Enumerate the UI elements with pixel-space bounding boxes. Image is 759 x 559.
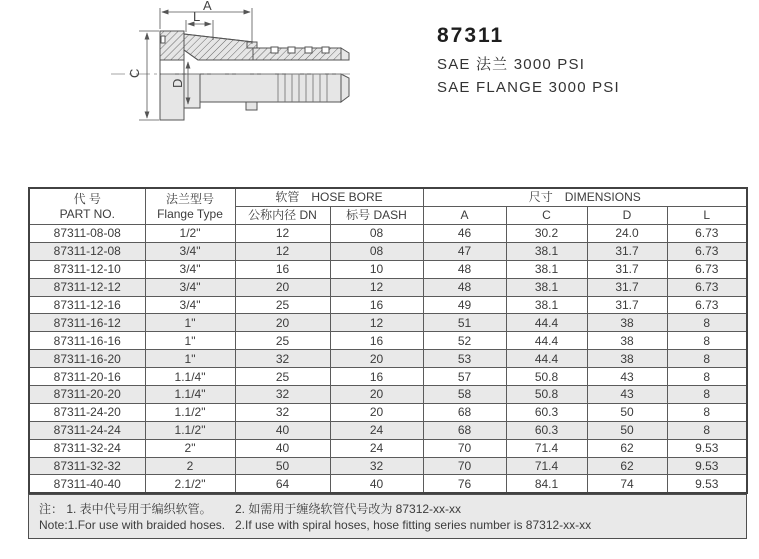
cell-dim-a: 48 <box>423 260 506 278</box>
cell-dash: 08 <box>330 242 423 260</box>
cell-dim-d: 74 <box>587 475 667 493</box>
cell-flange-type: 1" <box>145 314 235 332</box>
dimension-c <box>139 31 159 120</box>
cell-dn: 40 <box>235 421 330 439</box>
cell-dim-a: 52 <box>423 332 506 350</box>
title-block <box>437 24 620 96</box>
cell-dim-a: 46 <box>423 225 506 243</box>
cell-part-no: 87311-12-16 <box>29 296 145 314</box>
dim-label-d: D <box>170 78 185 88</box>
cell-dim-c: 38.1 <box>506 242 587 260</box>
cell-dim-d: 38 <box>587 332 667 350</box>
cell-dim-c: 50.8 <box>506 386 587 404</box>
cell-dim-d: 62 <box>587 439 667 457</box>
cell-dim-d: 43 <box>587 368 667 386</box>
cell-dash: 32 <box>330 457 423 475</box>
product-code: 87311 <box>437 24 505 47</box>
cell-dim-d: 24.0 <box>587 225 667 243</box>
cell-dim-a: 68 <box>423 403 506 421</box>
cell-dim-a: 70 <box>423 439 506 457</box>
cell-dn: 32 <box>235 350 330 368</box>
cell-part-no: 87311-12-12 <box>29 278 145 296</box>
cell-part-no: 87311-32-32 <box>29 457 145 475</box>
subtitle-cn: SAE 法兰 3000 PSI <box>437 56 586 73</box>
note-line-en <box>39 517 746 533</box>
cell-flange-type: 1/2" <box>145 225 235 243</box>
col-header-a: A <box>423 207 506 225</box>
cell-dim-l: 8 <box>667 332 747 350</box>
note-en-2: 2.If use with spiral hoses, hose fitting series number is 87312-xx-xx <box>235 518 592 532</box>
note-en-1: Note:1.For use with braided hoses. <box>39 518 226 532</box>
cell-dim-c: 38.1 <box>506 260 587 278</box>
cell-dn: 12 <box>235 225 330 243</box>
table-row <box>29 386 747 404</box>
cell-dim-a: 47 <box>423 242 506 260</box>
cell-dim-d: 50 <box>587 421 667 439</box>
group-header-dimensions: 尺寸 DIMENSIONS <box>423 188 747 207</box>
cell-dash: 08 <box>330 225 423 243</box>
table-row <box>29 350 747 368</box>
cell-dim-a: 53 <box>423 350 506 368</box>
cell-flange-type: 3/4" <box>145 278 235 296</box>
col-header-flange-type-en: Flange Type <box>157 206 223 221</box>
cell-dim-l: 9.53 <box>667 439 747 457</box>
spec-table <box>28 187 748 494</box>
cell-dn: 12 <box>235 242 330 260</box>
cell-dn: 32 <box>235 386 330 404</box>
cell-dim-d: 43 <box>587 386 667 404</box>
dim-label-l: L <box>193 9 201 24</box>
col-header-dash: 标号 DASH <box>330 207 423 225</box>
cell-dim-l: 8 <box>667 368 747 386</box>
cell-dim-c: 30.2 <box>506 225 587 243</box>
cell-dim-a: 49 <box>423 296 506 314</box>
col-header-flange-type-cn: 法兰型号 <box>165 191 214 206</box>
table-row <box>29 314 747 332</box>
table-row <box>29 296 747 314</box>
cell-flange-type: 2" <box>145 439 235 457</box>
cell-dn: 20 <box>235 278 330 296</box>
cell-part-no: 87311-12-08 <box>29 242 145 260</box>
table-row <box>29 242 747 260</box>
cell-part-no: 87311-32-24 <box>29 439 145 457</box>
cell-dim-d: 38 <box>587 314 667 332</box>
cell-dim-l: 8 <box>667 403 747 421</box>
cell-dn: 50 <box>235 457 330 475</box>
cell-dn: 40 <box>235 439 330 457</box>
col-header-c: C <box>506 207 587 225</box>
cell-part-no: 87311-20-16 <box>29 368 145 386</box>
cell-dn: 25 <box>235 332 330 350</box>
technical-drawing <box>103 0 358 132</box>
cell-part-no: 87311-24-24 <box>29 421 145 439</box>
cell-flange-type: 1.1/4" <box>145 386 235 404</box>
cell-dim-c: 44.4 <box>506 332 587 350</box>
cell-dn: 25 <box>235 296 330 314</box>
cell-dim-c: 50.8 <box>506 368 587 386</box>
col-header-l: L <box>667 207 747 225</box>
cell-dash: 12 <box>330 278 423 296</box>
cell-dim-a: 58 <box>423 386 506 404</box>
cell-dim-c: 44.4 <box>506 350 587 368</box>
cell-dim-l: 6.73 <box>667 278 747 296</box>
cell-flange-type: 3/4" <box>145 242 235 260</box>
cell-dim-d: 31.7 <box>587 278 667 296</box>
table-row <box>29 457 747 475</box>
cell-dim-l: 8 <box>667 350 747 368</box>
cell-flange-type: 1" <box>145 332 235 350</box>
cell-dim-d: 31.7 <box>587 260 667 278</box>
cell-flange-type: 3/4" <box>145 296 235 314</box>
cell-dash: 24 <box>330 421 423 439</box>
cell-part-no: 87311-08-08 <box>29 225 145 243</box>
cell-part-no: 87311-20-20 <box>29 386 145 404</box>
table-row <box>29 332 747 350</box>
cell-dash: 24 <box>330 439 423 457</box>
cell-dn: 32 <box>235 403 330 421</box>
table-row <box>29 439 747 457</box>
cell-part-no: 87311-24-20 <box>29 403 145 421</box>
cell-dim-l: 6.73 <box>667 225 747 243</box>
subtitle-en: SAE FLANGE 3000 PSI <box>437 79 620 96</box>
cell-dim-l: 6.73 <box>667 296 747 314</box>
cell-dim-c: 84.1 <box>506 475 587 493</box>
col-header-part-no <box>29 188 145 225</box>
dim-label-c: C <box>127 68 142 78</box>
cell-dim-c: 38.1 <box>506 278 587 296</box>
cell-dim-d: 31.7 <box>587 296 667 314</box>
notes-box <box>28 494 747 539</box>
cell-dim-c: 71.4 <box>506 457 587 475</box>
cell-dn: 64 <box>235 475 330 493</box>
cell-flange-type: 1.1/2" <box>145 403 235 421</box>
cell-dash: 12 <box>330 314 423 332</box>
cell-dim-l: 9.53 <box>667 475 747 493</box>
cell-flange-type: 1" <box>145 350 235 368</box>
cell-part-no: 87311-16-12 <box>29 314 145 332</box>
cell-dash: 40 <box>330 475 423 493</box>
cell-dim-a: 76 <box>423 475 506 493</box>
cell-dim-c: 60.3 <box>506 403 587 421</box>
col-header-part-no-en: PART NO. <box>59 206 115 221</box>
table-row <box>29 278 747 296</box>
cell-dim-d: 50 <box>587 403 667 421</box>
dim-label-a: A <box>203 0 212 13</box>
cell-dim-l: 6.73 <box>667 242 747 260</box>
cell-dim-a: 51 <box>423 314 506 332</box>
cell-dash: 16 <box>330 296 423 314</box>
cell-dn: 16 <box>235 260 330 278</box>
cell-flange-type: 2 <box>145 457 235 475</box>
note-line-cn <box>39 501 746 517</box>
cell-dim-d: 38 <box>587 350 667 368</box>
col-header-flange-type <box>145 188 235 225</box>
note-cn-2: 2. 如需用于缠绕软管代号改为 87312-xx-xx <box>235 502 462 516</box>
cell-flange-type: 1.1/2" <box>145 421 235 439</box>
cell-flange-type: 3/4" <box>145 260 235 278</box>
cell-dash: 10 <box>330 260 423 278</box>
cell-dash: 16 <box>330 332 423 350</box>
cell-dim-c: 60.3 <box>506 421 587 439</box>
cell-dash: 20 <box>330 386 423 404</box>
cell-part-no: 87311-40-40 <box>29 475 145 493</box>
cell-dim-l: 8 <box>667 386 747 404</box>
table-row <box>29 225 747 243</box>
cell-part-no: 87311-12-10 <box>29 260 145 278</box>
cell-dn: 20 <box>235 314 330 332</box>
cell-dim-c: 38.1 <box>506 296 587 314</box>
cell-dim-c: 44.4 <box>506 314 587 332</box>
cell-flange-type: 1.1/4" <box>145 368 235 386</box>
table-row <box>29 403 747 421</box>
cell-dash: 16 <box>330 368 423 386</box>
group-header-hose-bore: 软管 HOSE BORE <box>235 188 423 207</box>
table-row <box>29 475 747 493</box>
cell-dim-l: 6.73 <box>667 260 747 278</box>
cell-dim-a: 57 <box>423 368 506 386</box>
cell-part-no: 87311-16-20 <box>29 350 145 368</box>
cell-dim-d: 31.7 <box>587 242 667 260</box>
cell-dim-c: 71.4 <box>506 439 587 457</box>
cell-dim-a: 70 <box>423 457 506 475</box>
cell-dim-l: 8 <box>667 421 747 439</box>
cell-dim-d: 62 <box>587 457 667 475</box>
cell-dash: 20 <box>330 350 423 368</box>
spec-table-body <box>29 225 747 494</box>
cell-dim-a: 68 <box>423 421 506 439</box>
note-cn-1: 注： 1. 表中代号用于编织软管。 <box>39 502 212 516</box>
table-row <box>29 368 747 386</box>
table-row <box>29 260 747 278</box>
col-header-part-no-cn: 代 号 <box>73 191 101 206</box>
cell-part-no: 87311-16-16 <box>29 332 145 350</box>
col-header-dn: 公称内径 DN <box>235 207 330 225</box>
table-row <box>29 421 747 439</box>
cell-dash: 20 <box>330 403 423 421</box>
cell-dim-l: 8 <box>667 314 747 332</box>
col-header-d: D <box>587 207 667 225</box>
cell-dn: 25 <box>235 368 330 386</box>
cell-flange-type: 2.1/2" <box>145 475 235 493</box>
cell-dim-a: 48 <box>423 278 506 296</box>
cell-dim-l: 9.53 <box>667 457 747 475</box>
